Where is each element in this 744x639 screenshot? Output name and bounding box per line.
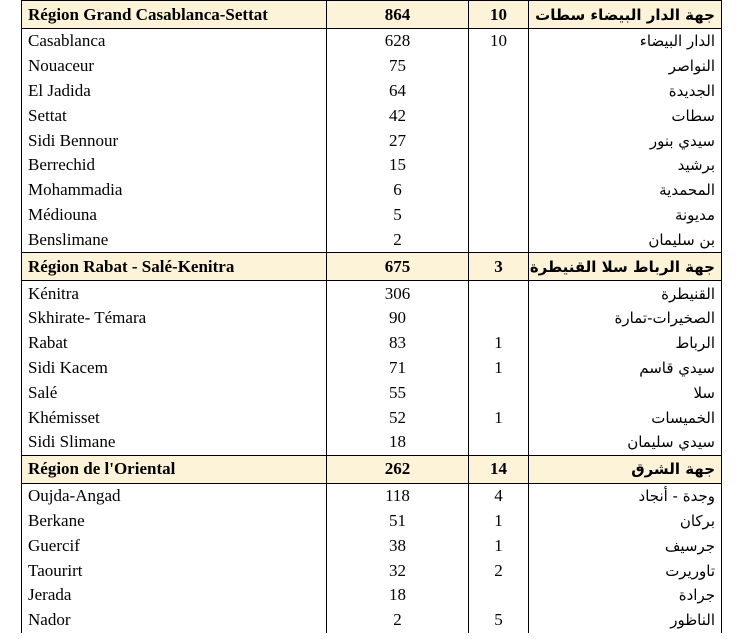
table-row <box>22 103 722 128</box>
province-name-ar: سيدي سليمان <box>529 430 722 455</box>
province-name-fr: Guercif <box>22 533 327 558</box>
province-name-fr: Taourirt <box>22 558 327 583</box>
province-name-ar: سيدي قاسم <box>529 356 722 381</box>
table-row <box>22 281 722 306</box>
province-cases: 38 <box>327 533 469 558</box>
province-name-fr: Sidi Kacem <box>22 356 327 381</box>
province-deaths: 1 <box>469 356 529 381</box>
table-row <box>22 583 722 608</box>
table-row <box>22 203 722 228</box>
province-deaths <box>469 128 529 153</box>
province-cases: 83 <box>327 331 469 356</box>
province-name-ar: بركان <box>529 509 722 534</box>
province-deaths <box>469 153 529 178</box>
province-name-fr: Salé <box>22 380 327 405</box>
table-row <box>22 533 722 558</box>
province-name-ar: النواصر <box>529 54 722 79</box>
province-deaths <box>469 79 529 104</box>
province-name-ar: تاوريرت <box>529 558 722 583</box>
table-row <box>22 483 722 508</box>
province-name-ar: القنيطرة <box>529 281 722 306</box>
table-row <box>22 54 722 79</box>
table-row <box>22 356 722 381</box>
province-name-ar: الخميسات <box>529 405 722 430</box>
province-name-ar: الدار البيضاء <box>529 29 722 54</box>
province-name-ar: مديونة <box>529 203 722 228</box>
province-name-fr: Sidi Slimane <box>22 430 327 455</box>
province-cases: 306 <box>327 281 469 306</box>
province-name-fr: Berkane <box>22 509 327 534</box>
table-row <box>22 430 722 455</box>
province-name-fr: Casablanca <box>22 29 327 54</box>
province-name-ar: المحمدية <box>529 178 722 203</box>
cases-table-page <box>21 0 721 633</box>
province-name-ar: سلا <box>529 380 722 405</box>
table-row <box>22 608 722 633</box>
province-name-fr: Médiouna <box>22 203 327 228</box>
province-name-fr: Mohammadia <box>22 178 327 203</box>
region-deaths: 14 <box>469 455 529 483</box>
table-row <box>22 128 722 153</box>
region-name-ar: جهة الدار البيضاء سطات <box>529 1 722 29</box>
region-name-ar: جهة الرباط سلا القنيطرة <box>529 253 722 281</box>
province-name-fr: Oujda-Angad <box>22 483 327 508</box>
province-name-ar: الجديدة <box>529 79 722 104</box>
province-cases: 32 <box>327 558 469 583</box>
province-name-fr: El Jadida <box>22 79 327 104</box>
province-name-fr: Jerada <box>22 583 327 608</box>
province-name-ar: برشيد <box>529 153 722 178</box>
province-name-fr: Rabat <box>22 331 327 356</box>
table-row <box>22 558 722 583</box>
province-name-ar: جرسيف <box>529 533 722 558</box>
province-deaths <box>469 54 529 79</box>
province-deaths <box>469 178 529 203</box>
table-row <box>22 178 722 203</box>
region-deaths: 3 <box>469 253 529 281</box>
table-row <box>22 380 722 405</box>
table-row <box>22 331 722 356</box>
province-name-ar: وجدة - أنجاد <box>529 483 722 508</box>
province-cases: 6 <box>327 178 469 203</box>
province-name-fr: Kénitra <box>22 281 327 306</box>
province-cases: 90 <box>327 306 469 331</box>
province-deaths <box>469 103 529 128</box>
province-deaths: 10 <box>469 29 529 54</box>
province-deaths: 1 <box>469 509 529 534</box>
table-row <box>22 227 722 252</box>
province-name-ar: الناظور <box>529 608 722 633</box>
province-deaths <box>469 306 529 331</box>
province-deaths <box>469 583 529 608</box>
province-deaths: 1 <box>469 533 529 558</box>
region-name-fr: Région Rabat - Salé-Kenitra <box>22 253 327 281</box>
province-name-fr: Nouaceur <box>22 54 327 79</box>
region-name-ar: جهة الشرق <box>529 455 722 483</box>
province-cases: 5 <box>327 203 469 228</box>
province-deaths: 1 <box>469 405 529 430</box>
table-row <box>22 405 722 430</box>
province-cases: 118 <box>327 483 469 508</box>
cases-by-region-table <box>21 0 722 633</box>
province-deaths: 1 <box>469 331 529 356</box>
province-deaths: 4 <box>469 483 529 508</box>
province-name-fr: Khémisset <box>22 405 327 430</box>
province-deaths: 2 <box>469 558 529 583</box>
province-deaths <box>469 430 529 455</box>
province-name-ar: جرادة <box>529 583 722 608</box>
province-name-fr: Skhirate- Témara <box>22 306 327 331</box>
province-cases: 64 <box>327 79 469 104</box>
province-name-fr: Nador <box>22 608 327 633</box>
province-cases: 18 <box>327 430 469 455</box>
province-deaths: 5 <box>469 608 529 633</box>
province-deaths <box>469 380 529 405</box>
region-deaths: 10 <box>469 1 529 29</box>
province-name-fr: Berrechid <box>22 153 327 178</box>
region-total: 675 <box>327 253 469 281</box>
province-cases: 75 <box>327 54 469 79</box>
province-name-ar: الرباط <box>529 331 722 356</box>
province-cases: 628 <box>327 29 469 54</box>
region-name-fr: Région Grand Casablanca-Settat <box>22 1 327 29</box>
province-cases: 55 <box>327 380 469 405</box>
province-cases: 2 <box>327 608 469 633</box>
region-total: 262 <box>327 455 469 483</box>
province-name-ar: بن سليمان <box>529 227 722 252</box>
table-row <box>22 306 722 331</box>
province-cases: 71 <box>327 356 469 381</box>
region-name-fr: Région de l'Oriental <box>22 455 327 483</box>
table-row <box>22 509 722 534</box>
province-name-fr: Settat <box>22 103 327 128</box>
province-cases: 15 <box>327 153 469 178</box>
region-header-row <box>22 253 722 281</box>
province-name-ar: سطات <box>529 103 722 128</box>
province-name-ar: الصخيرات-تمارة <box>529 306 722 331</box>
province-name-ar: سيدي بنور <box>529 128 722 153</box>
province-deaths <box>469 227 529 252</box>
province-deaths <box>469 203 529 228</box>
province-deaths <box>469 281 529 306</box>
table-body <box>22 1 722 633</box>
province-cases: 27 <box>327 128 469 153</box>
province-name-fr: Benslimane <box>22 227 327 252</box>
province-cases: 52 <box>327 405 469 430</box>
province-cases: 42 <box>327 103 469 128</box>
region-header-row <box>22 1 722 29</box>
province-cases: 18 <box>327 583 469 608</box>
province-cases: 2 <box>327 227 469 252</box>
region-total: 864 <box>327 1 469 29</box>
table-row <box>22 79 722 104</box>
table-row <box>22 29 722 54</box>
table-row <box>22 153 722 178</box>
province-cases: 51 <box>327 509 469 534</box>
region-header-row <box>22 455 722 483</box>
province-name-fr: Sidi Bennour <box>22 128 327 153</box>
